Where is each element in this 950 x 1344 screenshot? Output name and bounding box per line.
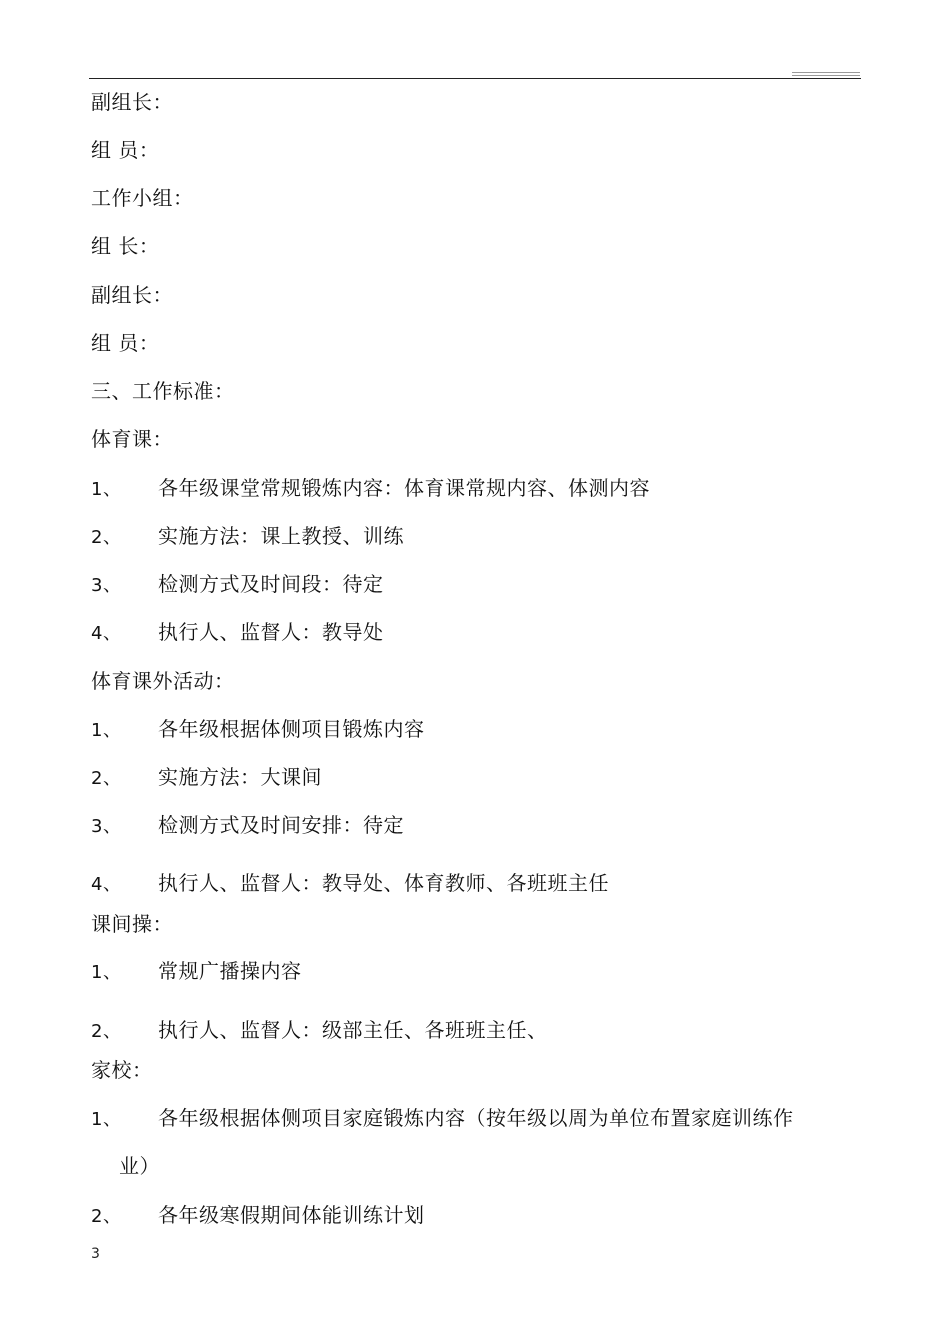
list-item [91,871,609,897]
list-number: 2、 [91,1206,122,1227]
list-text: 实施方法：课上教授、训练 [158,524,404,548]
list-number: 2、 [91,527,122,548]
list-text: 各年级根据体侧项目锻炼内容 [158,717,425,741]
list-number: 3、 [91,575,122,596]
extracurricular-heading: 体育课外活动： [91,669,235,693]
list-item [91,524,404,550]
list-text: 各年级根据体侧项目家庭锻炼内容（按年级以周为单位布置家庭训练作 [158,1106,794,1130]
list-number: 2、 [91,768,122,789]
list-item [91,620,384,646]
list-text: 各年级寒假期间体能训练计划 [158,1203,425,1227]
list-text: 实施方法：大课间 [158,765,322,789]
header-rule [89,78,861,79]
header-mark [792,75,860,76]
member-label: 组 员： [91,138,160,162]
leader-label: 组 长： [91,234,160,258]
list-item [91,813,404,839]
home-school-heading: 家校： [91,1058,153,1082]
list-text: 检测方式及时间段：待定 [158,572,384,596]
list-number: 4、 [91,874,122,895]
list-item [91,572,384,598]
deputy-leader-label-2: 副组长： [91,283,173,307]
list-item [91,1106,794,1132]
list-number: 3、 [91,816,122,837]
list-text-continuation: 业） [119,1154,160,1178]
list-text: 执行人、监督人：教导处、体育教师、各班班主任 [158,871,609,895]
list-number: 1、 [91,962,122,983]
list-item [91,476,650,502]
list-item [91,1018,548,1044]
list-item [91,1203,425,1229]
list-number: 4、 [91,623,122,644]
work-group-heading: 工作小组： [91,186,194,210]
list-number: 1、 [91,1109,122,1130]
list-text: 常规广播操内容 [158,959,302,983]
page-number: 3 [91,1246,100,1262]
list-item [91,765,322,791]
pe-class-heading: 体育课： [91,427,173,451]
member-label-2: 组 员： [91,331,160,355]
header-mark [792,72,860,73]
list-text: 执行人、监督人：教导处 [158,620,384,644]
deputy-leader-label: 副组长： [91,90,173,114]
list-text: 检测方式及时间安排：待定 [158,813,404,837]
list-number: 1、 [91,479,122,500]
list-number: 1、 [91,720,122,741]
list-text: 执行人、监督人：级部主任、各班班主任、 [158,1018,548,1042]
list-number: 2、 [91,1021,122,1042]
break-exercise-heading: 课间操： [91,912,173,936]
list-item [91,959,302,985]
list-item [91,717,425,743]
list-text: 各年级课堂常规锻炼内容：体育课常规内容、体测内容 [158,476,650,500]
section-heading-work-standards: 三、工作标准： [91,379,235,403]
